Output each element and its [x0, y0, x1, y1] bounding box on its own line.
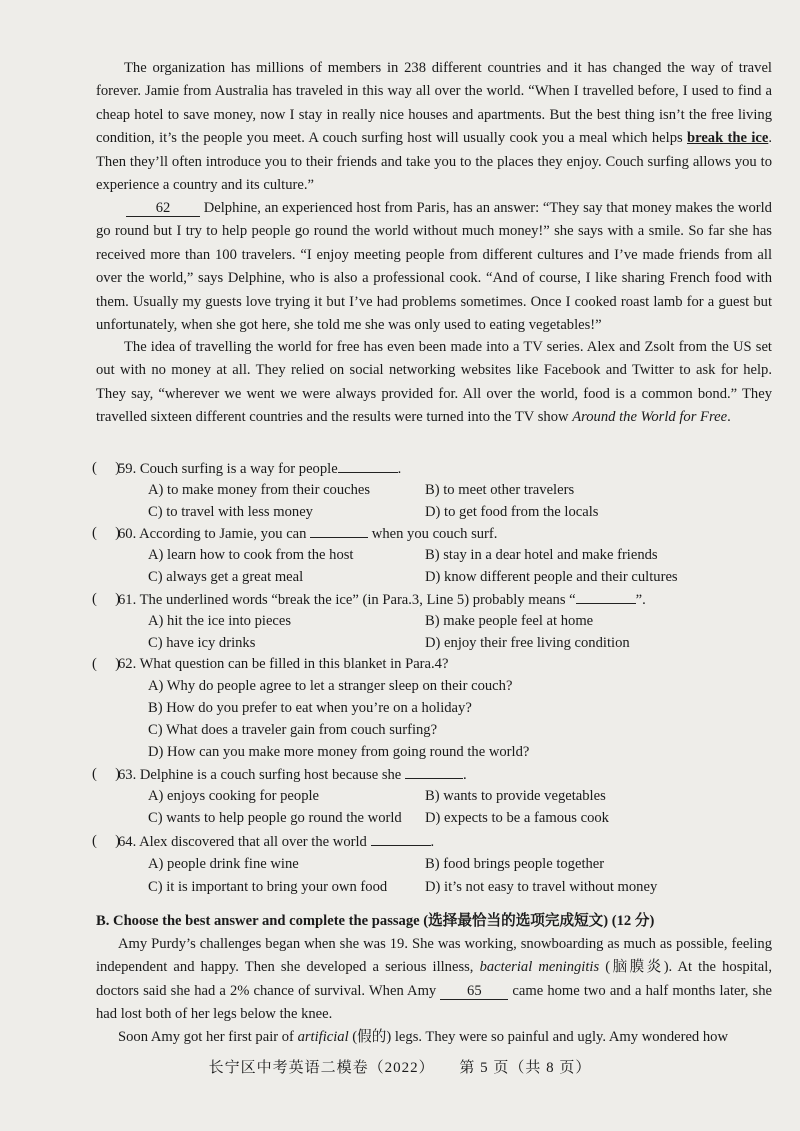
answer-blank-62: 62 — [126, 201, 200, 217]
option-c: C) wants to help people go round the world — [148, 810, 402, 826]
question-63 — [92, 763, 782, 785]
paragraph-text: (脑膜炎). At the hospital, doctors said she had a 2% chance of survival. When Amy — [96, 959, 772, 999]
section-b-heading: B. Choose the best answer and complete the passage (选择最恰当的选项完成短文) (12 分) — [96, 913, 655, 929]
option-b: B) How do you prefer to eat when you’re on a holiday? — [148, 700, 472, 716]
underlined-phrase: break the ice — [687, 130, 769, 147]
answer-bracket: ( ) — [92, 833, 120, 849]
passage-paragraph-tv — [96, 336, 772, 430]
answer-bracket: ( ) — [92, 766, 120, 782]
options-59-row1 — [148, 479, 800, 501]
option-b: B) stay in a dear hotel and make friends — [425, 547, 658, 563]
italic-term: bacterial meningitis — [479, 959, 600, 976]
option-a: A) Why do people agree to let a stranger sleep on their couch? — [148, 678, 513, 694]
options-59-row2 — [148, 501, 800, 523]
paragraph-text: . Then they’ll often introduce you to their friends and take you to the places they enjoy. Couch surfing allows you to experience a country and its culture.” — [96, 130, 772, 194]
paragraph-text: Delphine, an experienced host from Paris, has an answer: “They say that money makes the world go round but I try to help people go round the world without much money!” she says with a smile. So far she has received more than 100 travelers. “I enjoy meeting people from different cultures and I’ve made friends from all over the world,” says Delphine, who is also a professional cook. “And of course, I like sharing French food with them. Usually my guests love trying it but I’ve had problems sometimes. Once I cooked roast lamb for a guest but unfortunately, when she got here, she told me she was only used to eating vegetables!” — [96, 200, 772, 334]
answer-bracket: ( ) — [92, 525, 120, 541]
question-60 — [92, 522, 782, 544]
option-d: D) it’s not easy to travel without money — [425, 879, 658, 895]
option-c: C) have icy drinks — [148, 635, 256, 651]
options-64-row1 — [148, 853, 800, 875]
question-end: ”. — [635, 592, 646, 608]
question-text: 61. The underlined words “break the ice” (in Para.3, Line 5) probably means “ — [118, 592, 576, 608]
section-b-paragraph-1 — [96, 933, 772, 1027]
question-text: 59. Couch surfing is a way for people — [118, 461, 338, 477]
question-end: when you couch surf. — [371, 526, 498, 542]
passage-paragraph-jamie — [96, 57, 772, 197]
question-text: 62. What question can be filled in this blanket in Para.4? — [118, 656, 449, 672]
answer-bracket: ( ) — [92, 460, 120, 476]
option-b-62 — [148, 697, 800, 719]
option-a: A) enjoys cooking for people — [148, 788, 320, 804]
answer-blank — [576, 588, 636, 604]
option-d: D) know different people and their cultures — [425, 569, 678, 585]
option-a: A) to make money from their couches — [148, 482, 371, 498]
question-text: 64. Alex discovered that all over the world — [118, 834, 367, 850]
paragraph-text: came home two and a half months later, she had lost both of her legs below the knee. — [96, 982, 772, 1023]
option-d: D) to get food from the locals — [425, 504, 599, 520]
option-a: A) people drink fine wine — [148, 856, 299, 872]
option-c-62 — [148, 719, 800, 741]
question-end: . — [397, 461, 402, 477]
option-d: D) enjoy their free living condition — [425, 635, 630, 651]
question-text: 60. According to Jamie, you can — [118, 526, 307, 542]
answer-bracket: ( ) — [92, 656, 120, 672]
page-footer — [0, 1056, 800, 1077]
option-d-62 — [148, 741, 800, 763]
option-b: B) make people feel at home — [425, 613, 594, 629]
options-64-row2 — [148, 876, 800, 898]
section-b-paragraph-2 — [96, 1026, 772, 1049]
option-b: B) wants to provide vegetables — [425, 788, 606, 804]
paragraph-text: The idea of travelling the world for free has even been made into a TV series. Alex and Zsolt from the US set out with no money at all. They relied on social networking websites like Facebook and Twitter to ask for help. They say, “wherever we went we were always provided for. All over the world, food is a common bond.” They travelled sixteen different countries and the results were turned into the TV show — [96, 339, 772, 426]
option-d: D) expects to be a famous cook — [425, 810, 609, 826]
question-62 — [92, 653, 782, 675]
paragraph-text: The organization has millions of members in 238 different countries and it has changed the way of travel forever. Jamie from Australia has traveled in this way all over the world. “When I travelled before, I used to find a cheap hotel to save money, now I stay in really nice houses and apartments. But the best thing isn’t the free living condition, it’s the people you meet. A couch surfing host will usually cook you a meal which helps — [96, 60, 772, 147]
question-61 — [92, 588, 782, 610]
options-60-row2 — [148, 566, 800, 588]
question-59 — [92, 457, 782, 479]
paragraph-text: . — [727, 409, 731, 426]
answer-blank — [338, 457, 398, 473]
exam-title: 长宁区中考英语二模卷（2022） — [208, 1060, 435, 1076]
show-title: Around the World for Free — [572, 409, 728, 426]
option-a: A) learn how to cook from the host — [148, 547, 354, 563]
italic-term: artificial — [297, 1029, 349, 1045]
question-text: 63. Delphine is a couch surfing host because she — [118, 767, 402, 783]
answer-blank — [371, 830, 431, 846]
options-63-row2 — [148, 807, 800, 829]
options-61-row1 — [148, 610, 800, 632]
option-c: C) to travel with less money — [148, 504, 313, 520]
question-end: . — [462, 767, 467, 783]
question-end: . — [430, 834, 435, 850]
option-c: C) What does a traveler gain from couch surfing? — [148, 722, 438, 738]
page-number: 第 5 页（共 8 页） — [459, 1060, 592, 1076]
paragraph-text: Soon Amy got her first pair of — [118, 1029, 298, 1045]
paragraph-text: (假的) legs. They were so painful and ugly. Amy wondered how — [348, 1029, 729, 1045]
passage-paragraph-delphine — [96, 197, 772, 337]
option-a: A) hit the ice into pieces — [148, 613, 292, 629]
answer-blank — [310, 522, 368, 538]
option-b: B) food brings people together — [425, 856, 605, 872]
answer-blank — [405, 763, 463, 779]
option-c: C) always get a great meal — [148, 569, 304, 585]
option-c: C) it is important to bring your own food — [148, 879, 388, 895]
options-61-row2 — [148, 632, 800, 654]
answer-blank-65: 65 — [440, 984, 508, 1000]
options-63-row1 — [148, 785, 800, 807]
paragraph-text: Amy Purdy’s challenges began when she was 19. She was working, snowboarding as much as possible, feeling independent and happy. Then she developed a serious illness, — [96, 936, 772, 976]
answer-bracket: ( ) — [92, 591, 120, 607]
question-64 — [92, 830, 782, 852]
options-60-row1 — [148, 544, 800, 566]
option-a-62 — [148, 675, 800, 697]
option-b: B) to meet other travelers — [425, 482, 575, 498]
option-d: D) How can you make more money from going round the world? — [148, 744, 530, 760]
